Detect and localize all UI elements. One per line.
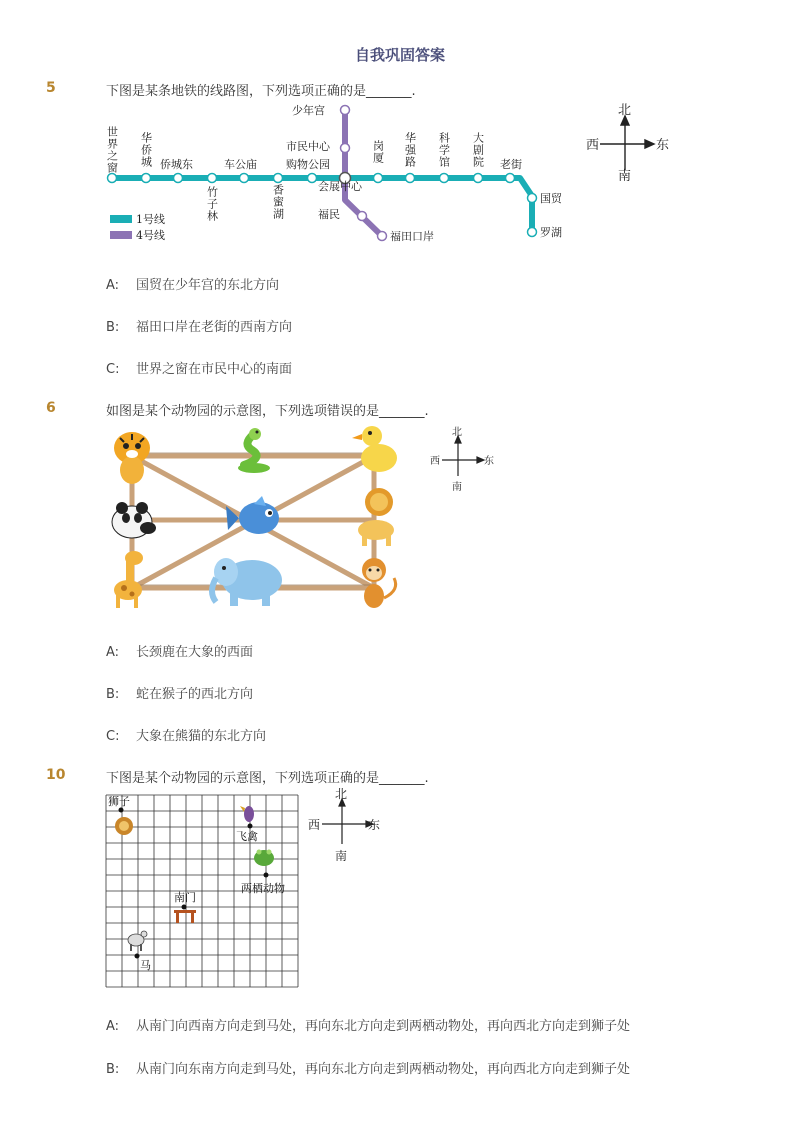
station-dot	[528, 194, 537, 203]
station-label: 购物公园	[286, 158, 330, 171]
station-dot	[341, 144, 350, 153]
fish-icon	[226, 496, 279, 534]
option-letter: A:	[106, 278, 120, 293]
station-label: 罗湖	[540, 226, 562, 239]
lion-icon	[115, 817, 133, 835]
zoo-diagram	[104, 420, 404, 615]
option-letter: B:	[106, 687, 120, 702]
legend-swatch-line4	[110, 231, 132, 239]
station-dot	[208, 174, 217, 183]
question-stem: 如图是某个动物园的示意图，下列选项错误的是_______.	[106, 404, 429, 419]
station-label: 侨城东	[160, 158, 193, 171]
page-title: 自我巩固答案	[354, 46, 445, 64]
option-text: 大象在熊猫的东北方向	[136, 729, 267, 744]
station-label: 岗厦	[371, 140, 385, 164]
compass-north: 北	[335, 788, 348, 801]
frog-icon	[254, 850, 274, 867]
bird-point	[248, 824, 253, 829]
question-stem: 下图是某条地铁的线路图，下列选项正确的是_______.	[106, 84, 416, 99]
option-text: 长颈鹿在大象的西面	[136, 645, 254, 660]
question-number: 6	[46, 400, 56, 416]
compass-south: 南	[452, 482, 462, 493]
compass-south: 南	[618, 169, 632, 184]
station-dot	[374, 174, 383, 183]
bird-icon	[240, 806, 254, 822]
option-c[interactable]	[106, 725, 266, 744]
station-label: 老街	[500, 158, 522, 171]
compass-west: 西	[430, 456, 440, 467]
amphibian-label: 两栖动物	[241, 882, 285, 895]
bird-label: 飞禽	[236, 830, 258, 843]
option-a[interactable]	[106, 274, 279, 293]
station-dot	[142, 174, 151, 183]
station-dot	[528, 228, 537, 237]
station-label: 市民中心	[286, 140, 330, 153]
lion-point	[119, 808, 124, 813]
lion-label: 狮子	[108, 795, 130, 808]
compass-q6	[428, 426, 498, 496]
elephant-icon	[212, 558, 282, 606]
zebra-icon	[128, 931, 147, 951]
option-b[interactable]	[106, 1058, 630, 1077]
compass-q10	[306, 788, 386, 866]
option-letter: C:	[106, 362, 120, 377]
compass-north: 北	[618, 103, 632, 118]
option-a[interactable]	[106, 1015, 630, 1034]
horse-point	[135, 954, 140, 959]
station-label: 竹子林	[205, 186, 219, 222]
option-text: 国贸在少年宫的东北方向	[136, 278, 280, 293]
option-letter: C:	[106, 729, 120, 744]
south-gate-point	[182, 905, 187, 910]
station-dot	[308, 174, 317, 183]
legend-swatch-line1	[110, 215, 132, 223]
station-label: 少年宫	[292, 104, 325, 117]
option-b[interactable]	[106, 316, 292, 335]
option-text: 从南门向西南方向走到马处，再向东北方向走到两栖动物处，再向西北方向走到狮子处	[136, 1019, 631, 1034]
gate-icon	[174, 910, 196, 923]
legend-label-line4: 4号线	[136, 229, 165, 242]
option-b[interactable]	[106, 683, 253, 702]
tiger-icon	[114, 432, 150, 484]
station-label: 大剧院	[471, 132, 485, 168]
compass-west: 西	[308, 818, 321, 832]
station-dot	[440, 174, 449, 183]
south-gate-label: 南门	[174, 891, 196, 904]
station-dot	[274, 174, 283, 183]
station-label: 科学馆	[437, 132, 451, 168]
compass-south: 南	[335, 849, 348, 863]
option-text: 蛇在猴子的西北方向	[136, 687, 254, 702]
compass-icon	[600, 116, 654, 170]
compass-east: 东	[368, 818, 381, 832]
option-a[interactable]	[106, 641, 253, 660]
option-letter: B:	[106, 320, 120, 335]
station-label: 车公庙	[224, 158, 257, 171]
question-stem: 下图是某个动物园的示意图，下列选项正确的是_______.	[106, 771, 429, 786]
station-label: 华强路	[403, 132, 417, 168]
station-label: 国贸	[540, 192, 562, 205]
compass-east: 东	[484, 456, 494, 467]
legend-label-line1: 1号线	[136, 213, 165, 226]
station-dot	[174, 174, 183, 183]
station-dot	[474, 174, 483, 183]
station-label: 福民	[318, 208, 340, 221]
question-number: 10	[46, 767, 66, 783]
horse-label: 马	[140, 959, 151, 972]
question-number: 5	[46, 80, 56, 96]
amphibian-point	[264, 873, 269, 878]
compass-icon	[442, 436, 484, 476]
station-dot	[506, 174, 515, 183]
station-label: 华侨城	[139, 132, 153, 168]
panda-icon	[112, 502, 156, 538]
option-letter: A:	[106, 1019, 120, 1034]
zoo-grid-map	[104, 794, 302, 988]
giraffe-icon	[114, 551, 143, 608]
station-dot	[358, 212, 367, 221]
station-dot	[108, 174, 117, 183]
option-text: 世界之窗在市民中心的南面	[136, 362, 293, 377]
compass-icon	[322, 799, 373, 844]
station-label: 世界之窗	[105, 126, 119, 174]
option-letter: B:	[106, 1062, 120, 1077]
option-letter: A:	[106, 645, 120, 660]
station-dot	[240, 174, 249, 183]
station-dot	[378, 232, 387, 241]
station-dot	[406, 174, 415, 183]
subway-map	[100, 100, 680, 250]
option-text: 从南门向东南方向走到马处，再向东北方向走到两栖动物处，再向西北方向走到狮子处	[136, 1062, 631, 1077]
snake-icon	[238, 428, 270, 473]
option-text: 福田口岸在老街的西南方向	[136, 320, 293, 335]
station-dot	[341, 106, 350, 115]
station-label: 会展中心	[318, 180, 362, 193]
station-label: 香蜜湖	[271, 184, 285, 220]
option-c[interactable]	[106, 358, 292, 377]
station-label: 福田口岸	[390, 230, 434, 243]
compass-west: 西	[586, 138, 600, 153]
compass-north: 北	[452, 427, 462, 438]
compass-east: 东	[656, 138, 670, 153]
